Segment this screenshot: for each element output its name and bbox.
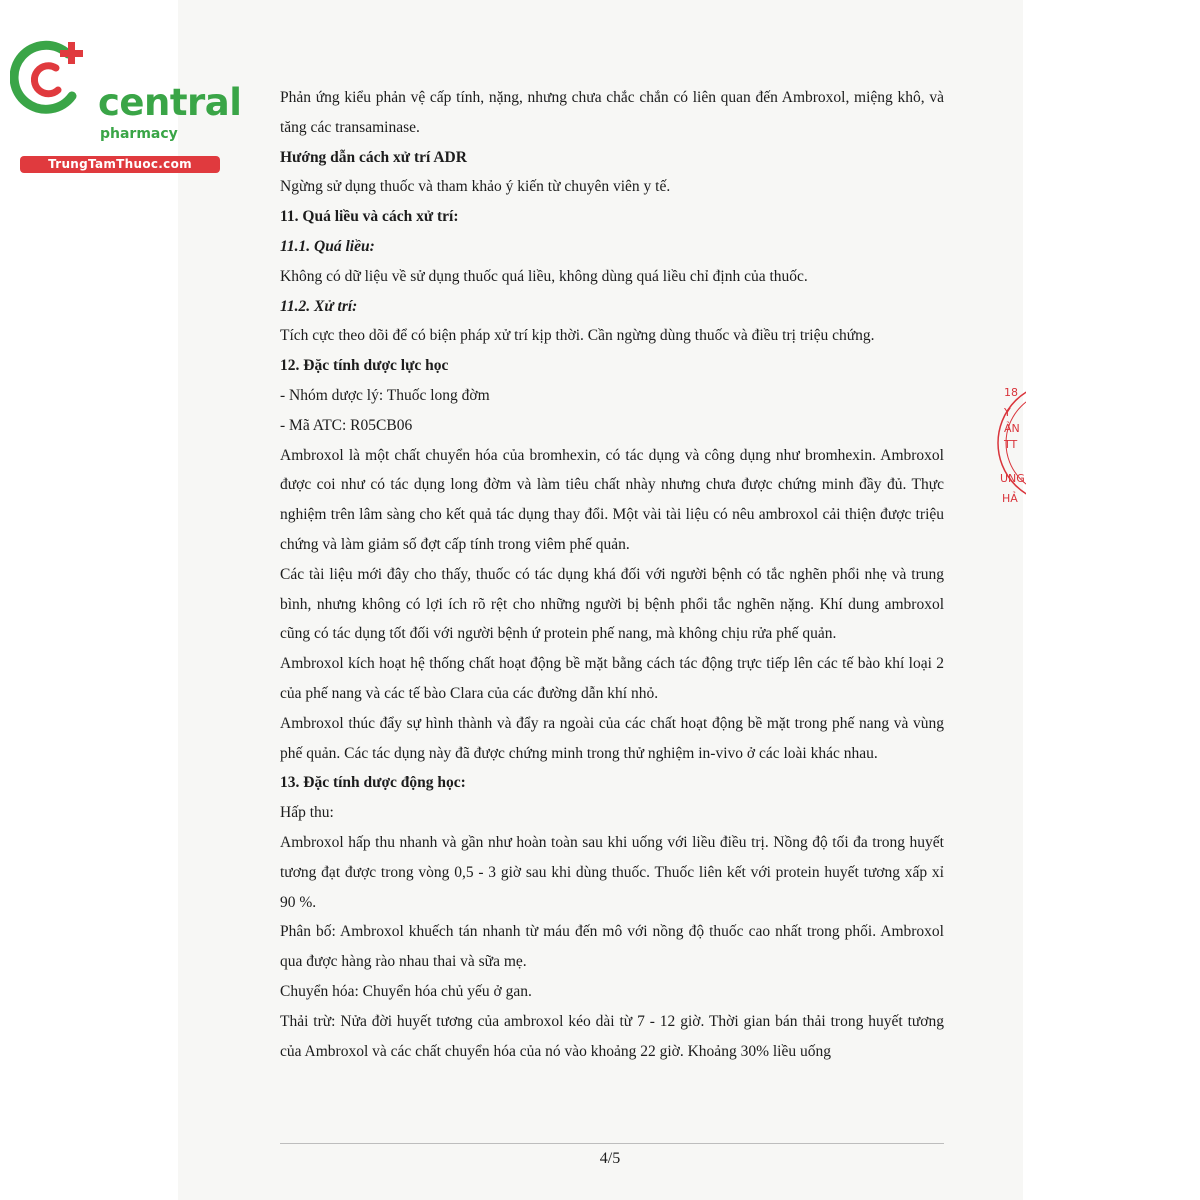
section-heading: 12. Đặc tính dược lực học — [280, 357, 449, 375]
svg-text:Y: Y — [1004, 406, 1011, 419]
page-number: 4/5 — [599, 1150, 621, 1167]
body-paragraph: Phân bố: Ambroxol khuếch tán nhanh từ máu đến mô với nồng độ thuốc cao nhất trong phối. Ambroxol qua được hàng rào nhau thai và sữa mẹ. — [280, 923, 944, 971]
subsection-heading: 11.1. Quá liều: — [280, 237, 375, 255]
body-paragraph: Thải trừ: Nửa đời huyết tương của ambroxol kéo dài từ 7 - 12 giờ. Thời gian bán thải trong huyết tương của Ambroxol và các chất chuyển hóa của nó vào khoảng 22 giờ. Khoảng 30% liều uống — [280, 1012, 944, 1060]
body-paragraph: - Nhóm dược lý: Thuốc long đờm — [280, 386, 490, 404]
svg-text:UNG: UNG — [1000, 472, 1025, 485]
svg-text:18: 18 — [1004, 386, 1018, 399]
body-paragraph: Ngừng sử dụng thuốc và tham khảo ý kiến từ chuyên viên y tế. — [280, 178, 671, 196]
subsection-heading: 11.2. Xử trí: — [280, 297, 358, 315]
body-paragraph: Chuyển hóa: Chuyển hóa chủ yếu ở gan. — [280, 982, 532, 1000]
section-heading: 13. Đặc tính dược động học: — [280, 774, 466, 792]
section-heading: 11. Quá liều và cách xử trí: — [280, 208, 459, 226]
body-paragraph: Tích cực theo dõi để có biện pháp xử trí kịp thời. Cần ngừng dùng thuốc và điều trị triệu chứng. — [280, 327, 875, 345]
body-paragraph: - Mã ATC: R05CB06 — [280, 416, 413, 434]
body-paragraph: Ambroxol hấp thu nhanh và gần như hoàn toàn sau khi uống với liều điều trị. Nồng độ tối đa trong huyết tương đạt được trong vòng 0,5 - 3 giờ sau khi dùng thuốc. Thuốc liên kết với protein huyết tương xấp xỉ 90 %. — [280, 833, 944, 911]
body-paragraph: Không có dữ liệu về sử dụng thuốc quá liều, không dùng quá liều chỉ định của thuốc. — [280, 267, 808, 285]
section-heading: Hướng dẫn cách xử trí ADR — [280, 148, 467, 166]
body-paragraph: Hấp thu: — [280, 804, 334, 822]
red-stamp-seal — [996, 368, 1026, 518]
body-paragraph: Ambroxol là một chất chuyển hóa của bromhexin, có tác dụng và công dụng như bromhexin. Ambroxol được coi như có tác dụng long đờm và làm tiêu chất nhày nhưng chưa được chứng minh đầy đủ. Thực nghiệm trên lâm sàng cho kết quả tác dụng thay đổi. Một vài tài liệu có nêu ambroxol cải thiện được triệu chứng và làm giảm số đợt cấp tính trong viêm phế quản. — [280, 446, 944, 553]
svg-text:HẢ: HẢ — [1002, 492, 1018, 505]
body-paragraph: Ambroxol thúc đẩy sự hình thành và đẩy ra ngoài của các chất hoạt động bề mặt trong phế nang và vùng phế quản. Các tác dụng này đã được chứng minh trong thử nghiệm in-vivo ở các loài khác nhau. — [280, 714, 944, 762]
svg-text:ẢN: ẢN — [1004, 422, 1020, 435]
logo-mark-icon — [10, 38, 96, 118]
footer-divider — [280, 1143, 944, 1144]
document-body — [280, 83, 944, 1066]
logo-website-badge[interactable]: TrungTamThuoc.com — [20, 156, 220, 173]
logo-sub-text: pharmacy — [100, 126, 178, 142]
central-pharmacy-logo[interactable] — [10, 38, 242, 171]
svg-text:TT: TT — [1004, 438, 1018, 451]
body-paragraph: Các tài liệu mới đây cho thấy, thuốc có tác dụng khá đối với người bệnh có tắc nghẽn phổi nhẹ và trung bình, nhưng không có lợi ích rõ rệt cho những người bị bệnh phổi tắc nghẽn nặng. Khí dung ambroxol cũng có tác dụng tốt đối với người bệnh ứ protein phế nang, mà không chịu rửa phế quản. — [280, 565, 944, 643]
logo-brand-text: central — [98, 81, 242, 124]
body-paragraph: Phản ứng kiểu phản vệ cấp tính, nặng, nhưng chưa chắc chắn có liên quan đến Ambroxol, miệng khô, và tăng các transaminase. — [280, 89, 944, 136]
body-paragraph: Ambroxol kích hoạt hệ thống chất hoạt động bề mặt bằng cách tác động trực tiếp lên các tế bào khí loại 2 của phế nang và các tế bào Clara của các đường dẫn khí nhỏ. — [280, 655, 944, 702]
